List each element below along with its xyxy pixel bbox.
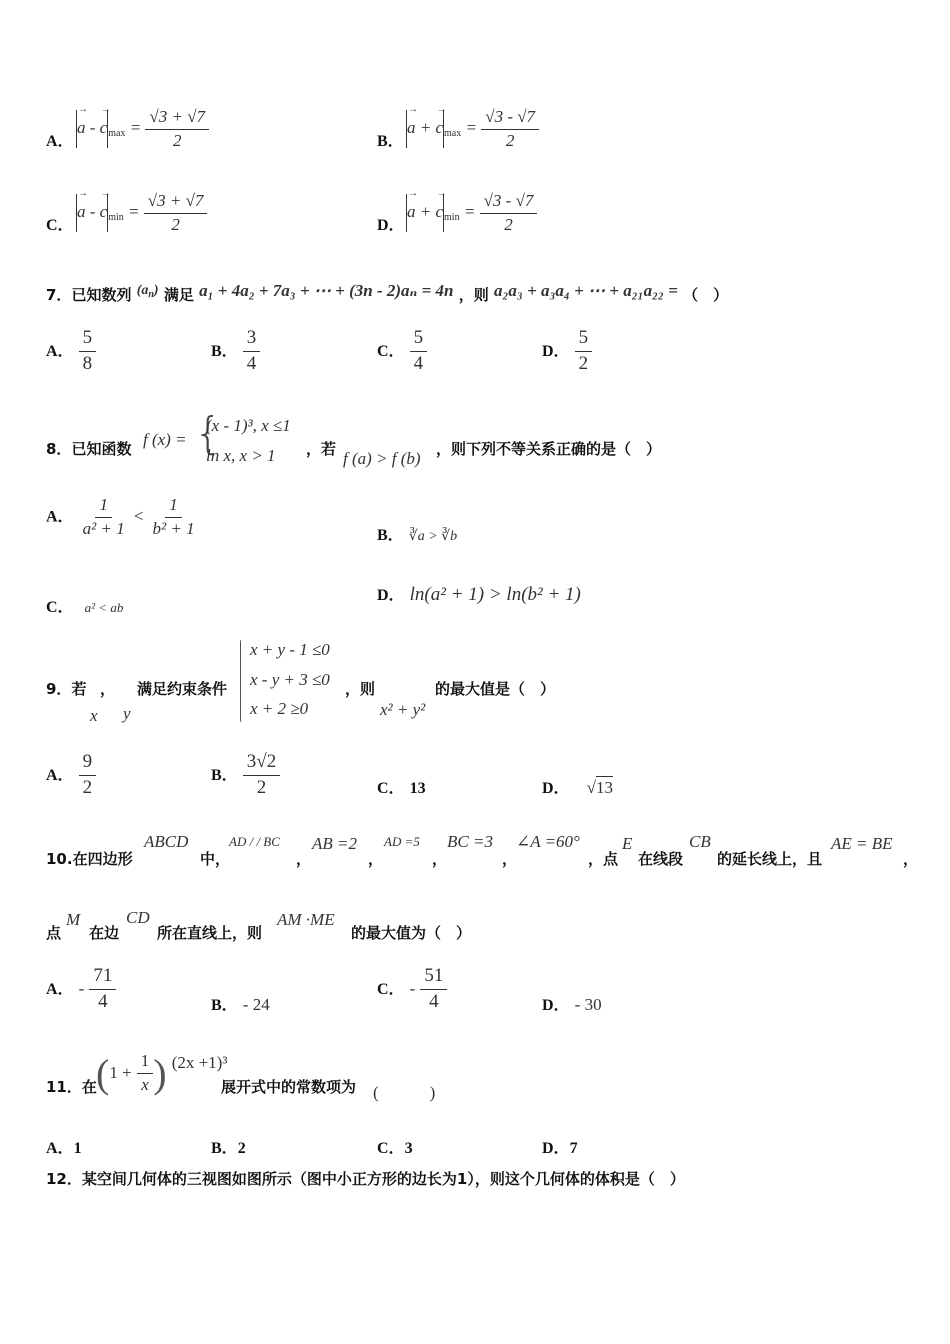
q8-text2: ，若: [306, 440, 337, 458]
q10-line1-start: 10.在四边形: [46, 850, 133, 868]
q11-option-b[interactable]: B．2: [211, 1140, 246, 1157]
q8-option-d[interactable]: D． ln(a² + 1) > ln(b² + 1): [377, 584, 581, 605]
q10-side-cd: CD: [126, 908, 150, 927]
q10-cond-parallel: AD / / BC: [229, 834, 280, 849]
q11-expression: (1 + $\frac{1}{x}$ ) (2x +1)³: [96, 1051, 228, 1096]
q10-segment-cb: CB: [689, 832, 711, 851]
q6-option-a-formula: → a - → $c_{max}$ = $\frac{√3 + √7}{2}$: [76, 108, 209, 150]
q6-option-d-formula: → a + → $c_{min}$ = $\frac{√3 - √7}{2}$: [406, 192, 537, 234]
q10-option-b[interactable]: B． - 24: [211, 995, 270, 1014]
q8-case1: (x - 1)³, x ≤1: [206, 416, 291, 435]
q9-var-x: x: [90, 706, 98, 725]
q10-t6: 点: [46, 924, 62, 942]
q10-t5: 的延长线上，且: [717, 850, 823, 868]
q9-text4: 的最大值是（ ）: [435, 680, 556, 698]
q9-expression: x² + y²: [380, 700, 426, 719]
q6-option-c-formula: → a - → $c_{min}$ = $\frac{√3 + √7}{2}$: [76, 192, 207, 234]
q7-option-d[interactable]: D． $\frac{5}{2}$: [542, 328, 592, 375]
q11-paren: ( ): [373, 1083, 436, 1102]
q9-constraint-2: x - y + 3 ≤0: [250, 670, 330, 689]
q10-option-a[interactable]: A． - $\frac{71}{4}$: [46, 966, 116, 1013]
q11-text: 展开式中的常数项为: [221, 1078, 357, 1096]
q8-brace: {: [194, 408, 222, 459]
q9-text3: ，则: [345, 680, 376, 698]
q6-option-c-label: C．: [46, 217, 74, 234]
q8-number-text: 8．已知函数: [46, 440, 132, 458]
q8-option-a[interactable]: A． $\frac{1}{\text{a² + 1}}$ < $\frac{1}{\text{b² + 1}}$: [46, 495, 195, 538]
q8-option-c[interactable]: C． a² < ab: [46, 599, 124, 616]
q11-option-c[interactable]: C．3: [377, 1140, 413, 1157]
q10-option-d[interactable]: D． - 30: [542, 995, 602, 1014]
q9-comma: ，: [100, 680, 116, 698]
q9-text2: 满足约束条件: [137, 680, 228, 698]
q10-dot-product: AM ·ME: [277, 910, 335, 929]
q8-case2: ln x, x > 1: [206, 446, 276, 465]
q11-option-d[interactable]: D．7: [542, 1140, 578, 1157]
q7-stem: 7．已知数列 $(a_n)$ 满足 a₁ + 4a₂ + 7a₃ + ⋯ + (3n - 2)aₙ = 4n ，则 a₂a₃ + a₃a₄ + ⋯ + a₂₁a₂₂ = （ ）: [46, 281, 729, 304]
q9-var-y: y: [123, 704, 131, 723]
q10-t4: 在线段: [638, 850, 684, 868]
q8-function: f (x) =: [143, 430, 187, 449]
q7-option-b[interactable]: B． $\frac{3}{4}$: [211, 328, 260, 375]
q6-option-b-label: B．: [377, 133, 404, 150]
q9-constraint-3: x + 2 ≥0: [250, 699, 309, 718]
q8-option-b[interactable]: B． ∛a > ∛b: [377, 527, 458, 544]
q7-option-c[interactable]: C． $\frac{5}{4}$: [377, 328, 427, 375]
q6-option-a-label: A．: [46, 133, 74, 150]
q9-option-c[interactable]: C． 13: [377, 780, 426, 797]
q6-option-d-label: D．: [377, 217, 405, 234]
q9-option-a[interactable]: A． $\frac{9}{2}$: [46, 752, 96, 799]
q9-option-b[interactable]: B． $\frac{3√2}{2}$: [211, 752, 280, 799]
q11-option-a[interactable]: A．1: [46, 1140, 82, 1157]
q10-quad: ABCD: [144, 832, 189, 851]
q10-eq: AE = BE: [831, 834, 893, 853]
q10-option-c[interactable]: C． - $\frac{51}{4}$: [377, 966, 447, 1013]
q10-t9: 的最大值为（ ）: [351, 924, 472, 942]
q11-number: 11．在: [46, 1078, 97, 1096]
q9-option-d[interactable]: D． √13: [542, 778, 613, 797]
q9-constraint-1: x + y - 1 ≤0: [250, 640, 330, 659]
q10-point-m: M: [66, 910, 81, 929]
q10-t3: ，点: [588, 850, 619, 868]
q8-condition: f (a) > f (b): [343, 449, 421, 468]
q10-cond-ad: AD =5: [384, 834, 420, 849]
q9-brace: [240, 640, 243, 722]
q10-t8: 所在直线上，则: [157, 924, 263, 942]
q10-t2: 中，: [200, 850, 231, 868]
q10-point-e: E: [622, 834, 633, 853]
q9-number: 9．若: [46, 680, 87, 698]
q10-t7: 在边: [89, 924, 120, 942]
q8-text3: ，则下列不等关系正确的是（ ）: [436, 440, 662, 458]
q6-option-b-formula: → a + → $c_{max}$ = $\frac{√3 - √7}{2}$: [406, 108, 539, 150]
q7-option-a[interactable]: A． $\frac{5}{8}$: [46, 328, 96, 375]
q10-cond-angle: ∠A =60°: [516, 832, 580, 851]
q12-stem: 12．某空间几何体的三视图如图所示（图中小正方形的边长为1），则这个几何体的体积是（ ）: [46, 1170, 685, 1188]
q10-cond-ab: AB =2: [312, 834, 357, 853]
q10-cond-bc: BC =3: [447, 832, 493, 851]
